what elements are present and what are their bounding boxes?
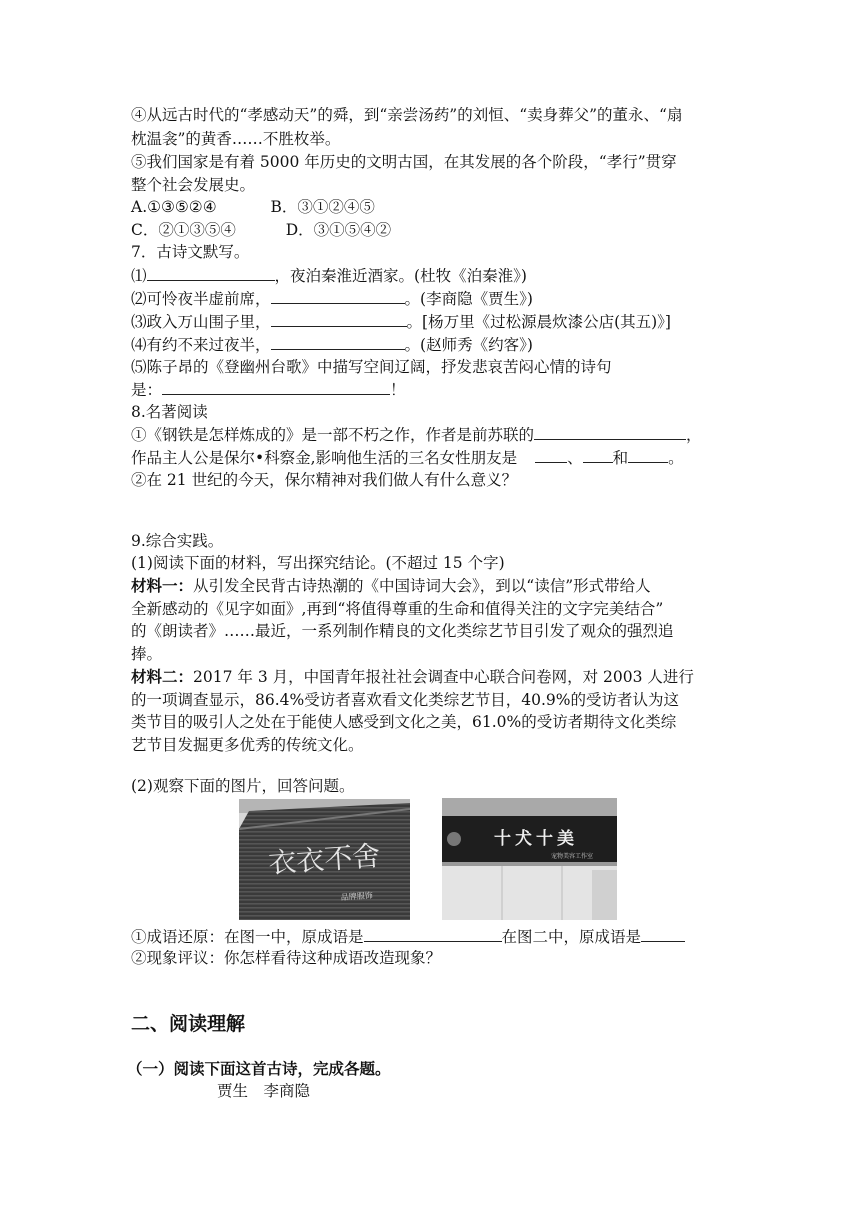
q8-line2: 作品主人公是保尔•科察金,影响他生活的三名女性朋友是 、 和 。 xyxy=(131,446,684,469)
q6-choices-ab xyxy=(131,196,375,218)
sign-photo-2 xyxy=(442,798,617,920)
q9-material-1-line4: 捧。 xyxy=(131,645,163,663)
idiom-blank-2[interactable] xyxy=(641,925,685,942)
sign-photo-1 xyxy=(239,799,410,920)
shop-logo-icon xyxy=(447,832,461,846)
material-1-label: 材料一： xyxy=(131,576,194,595)
q7-blank-5[interactable] xyxy=(162,378,390,395)
q9-material-1-line2: 全新感动的《见字如面》,再到“将值得尊重的生命和值得关注的文字完美结合” xyxy=(131,600,664,618)
idiom-blank-1[interactable] xyxy=(364,925,502,942)
q9-answer-2: ②现象评议：你怎样看待这种成语改造现象？ xyxy=(131,949,442,967)
q7-item-5-line1: ⑸陈子昂的《登幽州台歌》中描写空间辽阔，抒发悲哀苦闷心情的诗句 xyxy=(131,358,612,376)
q6-choice-b: B．③①②④⑤ xyxy=(270,198,375,216)
q8-blank-author[interactable] xyxy=(534,423,686,440)
q9-answer-1: ①成语还原：在图一中，原成语是 在图二中，原成语是 xyxy=(131,925,685,948)
q7-title: 7．古诗文默写。 xyxy=(131,243,250,261)
q9-material-2-line4: 艺节目发掘更多优秀的传统文化。 xyxy=(131,736,364,754)
q6-option-4-line1: ④从远古时代的“孝感动天”的舜，到“亲尝汤药”的刘恒、“卖身葬父”的董永、“扇 xyxy=(131,106,683,124)
q8-line3: ②在 21 世纪的今天，保尔精神对我们做人有什么意义？ xyxy=(131,471,518,489)
q9-material-2-line1: 材料二：2017 年 3 月，中国青年报社社会调查中心联合问卷网，对 2003 人进行 xyxy=(131,667,694,686)
q9-material-1-line3: 的《朗读者》……最近，一系列制作精良的文化类综艺节目引发了观众的强烈追 xyxy=(131,622,674,640)
q7-item-3: ⑶政入万山围子里， 。[杨万里《过松源晨炊漆公店(其五)》] xyxy=(131,310,671,333)
q8-blank-friend-3[interactable] xyxy=(628,446,668,463)
q7-blank-2[interactable] xyxy=(271,287,405,304)
q7-item-4: ⑷有约不来过夜半， 。(赵师秀《约客》) xyxy=(131,333,533,356)
q6-option-5-line1: ⑤我们国家是有着 5000 年历史的文明古国，在其发展的各个阶段，“孝行”贯穿 xyxy=(131,153,677,171)
q7-blank-4[interactable] xyxy=(271,333,405,350)
section-2-subheading: （一）阅读下面这首古诗，完成各题。 xyxy=(127,1060,391,1078)
q7-blank-3[interactable] xyxy=(271,310,407,327)
q9-material-2-line2: 的一项调查显示，86.4%受访者喜欢看文化类综艺节目，40.9%的受访者认为这 xyxy=(131,691,679,709)
sign-1-small-text: 品牌服饰 xyxy=(340,890,374,903)
q6-option-4-line2: 枕温衾”的黄香……不胜枚举。 xyxy=(131,130,341,148)
material-2-label: 材料二： xyxy=(131,667,194,686)
q7-blank-1[interactable] xyxy=(147,264,275,281)
q6-option-5-line2: 整个社会发展史。 xyxy=(131,176,256,194)
q7-item-2: ⑵可怜夜半虚前席， 。(李商隐《贾生》) xyxy=(131,287,533,310)
q9-sub1: (1)阅读下面的材料，写出探究结论。(不超过 15 个字) xyxy=(131,554,505,572)
q9-material-1-line1: 材料一：从引发全民背古诗热潮的《中国诗词大会》，到以“读信”形式带给人 xyxy=(131,576,651,595)
sign-2-small-text: 宠物美容工作室 xyxy=(550,853,594,860)
q8-line1: ①《钢铁是怎样炼成的》是一部不朽之作，作者是前苏联的 ， xyxy=(131,423,702,446)
q8-blank-friend-1[interactable] xyxy=(535,446,567,463)
q9-title: 9.综合实践。 xyxy=(131,532,224,550)
q9-material-2-line3: 类节目的吸引人之处在于能使人感受到文化之美，61.0%的受访者期待文化类综 xyxy=(131,713,677,731)
q6-choice-a: A.①③⑤②④ xyxy=(131,198,217,216)
q7-item-5-line2: 是： ！ xyxy=(131,378,406,401)
sign-2-text: 十犬十美 xyxy=(494,829,578,849)
q7-item-1: ⑴ ，夜泊秦淮近酒家。(杜牧《泊秦淮》) xyxy=(131,264,527,287)
sign-1-text: 衣衣不舍 xyxy=(267,839,382,880)
q6-choice-d: D．③①⑤④② xyxy=(285,221,392,239)
q8-title: 8.名著阅读 xyxy=(131,403,208,421)
q6-choice-c: C．②①③⑤④ xyxy=(131,221,236,239)
q6-choices-cd xyxy=(131,219,391,241)
poem-title: 贾生 李商隐 xyxy=(217,1082,311,1100)
section-2-heading: 二、阅读理解 xyxy=(131,1013,246,1035)
q9-sub2: (2)观察下面的图片，回答问题。 xyxy=(131,777,355,795)
q8-blank-friend-2[interactable] xyxy=(583,446,613,463)
